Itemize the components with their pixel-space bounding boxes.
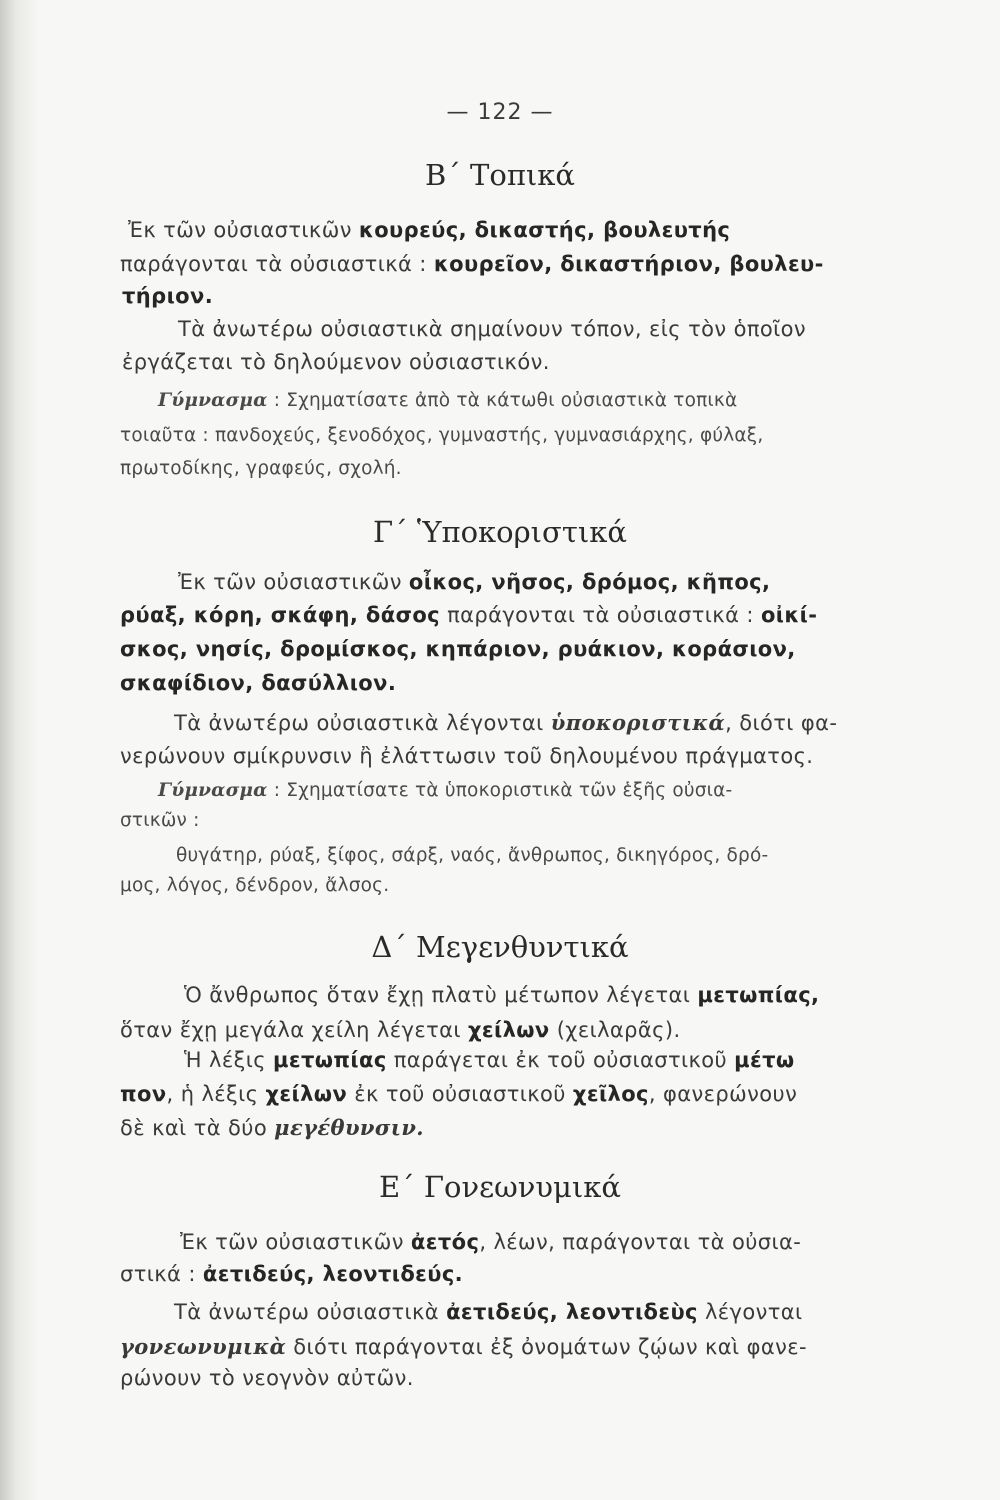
exercise-line: στικῶν : <box>120 810 200 831</box>
text-line: Ἐκ τῶν οὐσιαστικῶν οἶκος, νῆσος, δρόμος, κῆπος, <box>178 570 771 594</box>
italic-term: μεγέθυνσιν. <box>274 1115 425 1140</box>
italic-term: Γύμνασμα <box>158 780 268 801</box>
bold-term: ἀετιδεύς, λεοντιδεύς. <box>202 1262 464 1286</box>
page-number: — 122 — <box>446 100 554 125</box>
text-line <box>122 284 213 308</box>
bold-term: τήριον. <box>122 284 214 308</box>
text-line: ἐργάζεται τὸ δηλούμενον οὐσιαστικόν. <box>122 350 550 374</box>
text-line: Τὰ ἀνωτέρω οὐσιαστικὰ λέγονται ὑποκοριστικά, διότι φα- <box>174 710 838 735</box>
bold-term: μετωπίας <box>273 1048 387 1072</box>
text-line: ρύαξ, κόρη, σκάφη, δάσος παράγονται τὰ οὐσιαστικά : οἰκί- <box>120 603 818 627</box>
section-heading-topika: Β΄ Τοπικά <box>425 158 575 192</box>
text-line: Τὰ ἀνωτέρω οὐσιαστικὰ σημαίνουν τόπον, εἰς τὸν ὁποῖον <box>178 317 807 341</box>
italic-term: γονεωνυμικὰ <box>120 1334 287 1359</box>
text-line: Ὁ ἄνθρωπος ὅταν ἔχῃ πλατὺ μέτωπον λέγεται μετωπίας, <box>184 983 820 1007</box>
text-line <box>120 671 396 695</box>
bold-term: κουρεῖον, δικαστήριον, βουλευ- <box>433 252 824 276</box>
text-line <box>120 637 796 661</box>
bold-term: κουρεύς, δικαστής, βουλευτής <box>358 218 731 242</box>
bold-term: οἰκί- <box>760 603 818 627</box>
text-line: δὲ καὶ τὰ δύο μεγέθυνσιν. <box>120 1115 425 1140</box>
text-line: στικά : ἀετιδεύς, λεοντιδεύς. <box>120 1262 464 1286</box>
bold-term: χείλων <box>265 1082 348 1106</box>
section-heading-megenthyntika: Δ΄ Μεγενθυντικά <box>371 930 629 964</box>
italic-term: Γύμνασμα <box>158 390 268 411</box>
exercise-line: τοιαῦτα : πανδοχεύς, ξενοδόχος, γυμναστής, γυμνασιάρχης, φύλαξ, <box>120 425 764 446</box>
bold-term: μετωπίας, <box>697 983 820 1007</box>
section-heading-ypokoristika: Γ΄ Ὑποκοριστικά <box>373 515 627 549</box>
bold-term: ρύαξ, κόρη, σκάφη, δάσος <box>120 603 441 627</box>
bold-term: σκος, νησίς, δρομίσκος, κηπάριον, ρυάκιον, κοράσιον, <box>120 637 796 661</box>
text-line: πον, ἡ λέξις χείλων ἐκ τοῦ οὐσιαστικοῦ χεῖλος, φανερώνουν <box>120 1082 798 1106</box>
bold-term: σκαφίδιον, δασύλλιον. <box>120 671 397 695</box>
bold-term: χεῖλος <box>572 1082 649 1106</box>
text-line: παράγονται τὰ οὐσιαστικά : κουρεῖον, δικαστήριον, βουλευ- <box>120 252 824 276</box>
bold-term: ἀετιδεύς, λεοντιδεὺς <box>446 1300 698 1324</box>
exercise-line: πρωτοδίκης, γραφεύς, σχολή. <box>120 458 402 479</box>
text-line: Ἡ λέξις μετωπίας παράγεται ἐκ τοῦ οὐσιαστικοῦ μέτω <box>184 1048 795 1072</box>
text-line: Τὰ ἀνωτέρω οὐσιαστικὰ ἀετιδεύς, λεοντιδεὺς λέγονται <box>174 1300 803 1324</box>
text-line: Ἐκ τῶν οὐσιαστικῶν κουρεύς, δικαστής, βουλευτής <box>128 218 731 242</box>
text-line: Ἐκ τῶν οὐσιαστικῶν ἀετός, λέων, παράγονται τὰ οὐσια- <box>180 1230 802 1254</box>
text-line: γονεωνυμικὰ διότι παράγονται ἐξ ὀνομάτων ζῴων καὶ φανε- <box>120 1334 807 1359</box>
italic-term: ὑποκοριστικά <box>550 710 726 735</box>
exercise-line: θυγάτηρ, ρύαξ, ξίφος, σάρξ, ναός, ἄνθρωπος, δικηγόρος, δρό- <box>176 845 769 866</box>
text-line: νερώνουν σμίκρυνσιν ἢ ἐλάττωσιν τοῦ δηλουμένου πράγματος. <box>120 744 814 768</box>
page-edge-shadow <box>0 0 40 1500</box>
bold-term: ἀετός <box>410 1230 480 1254</box>
exercise-line: Γύμνασμα : Σχηματίσατε τὰ ὑποκοριστικὰ τῶν ἑξῆς οὐσια- <box>158 780 733 801</box>
exercise-line: μος, λόγος, δένδρον, ἄλσος. <box>120 875 390 896</box>
bold-term: μέτω <box>734 1048 795 1072</box>
section-heading-goneonymika: Ε΄ Γονεωνυμικά <box>379 1170 621 1204</box>
text-line: ρώνουν τὸ νεογνὸν αὐτῶν. <box>120 1366 414 1390</box>
bold-term: χείλων <box>467 1018 550 1042</box>
text-line: ὅταν ἔχῃ μεγάλα χείλη λέγεται χείλων (χειλαρᾶς). <box>120 1018 681 1042</box>
bold-term: πον <box>120 1082 167 1106</box>
bold-term: οἶκος, νῆσος, δρόμος, κῆπος, <box>408 570 771 594</box>
exercise-line: Γύμνασμα : Σχηματίσατε ἀπὸ τὰ κάτωθι οὐσιαστικὰ τοπικὰ <box>158 390 738 411</box>
